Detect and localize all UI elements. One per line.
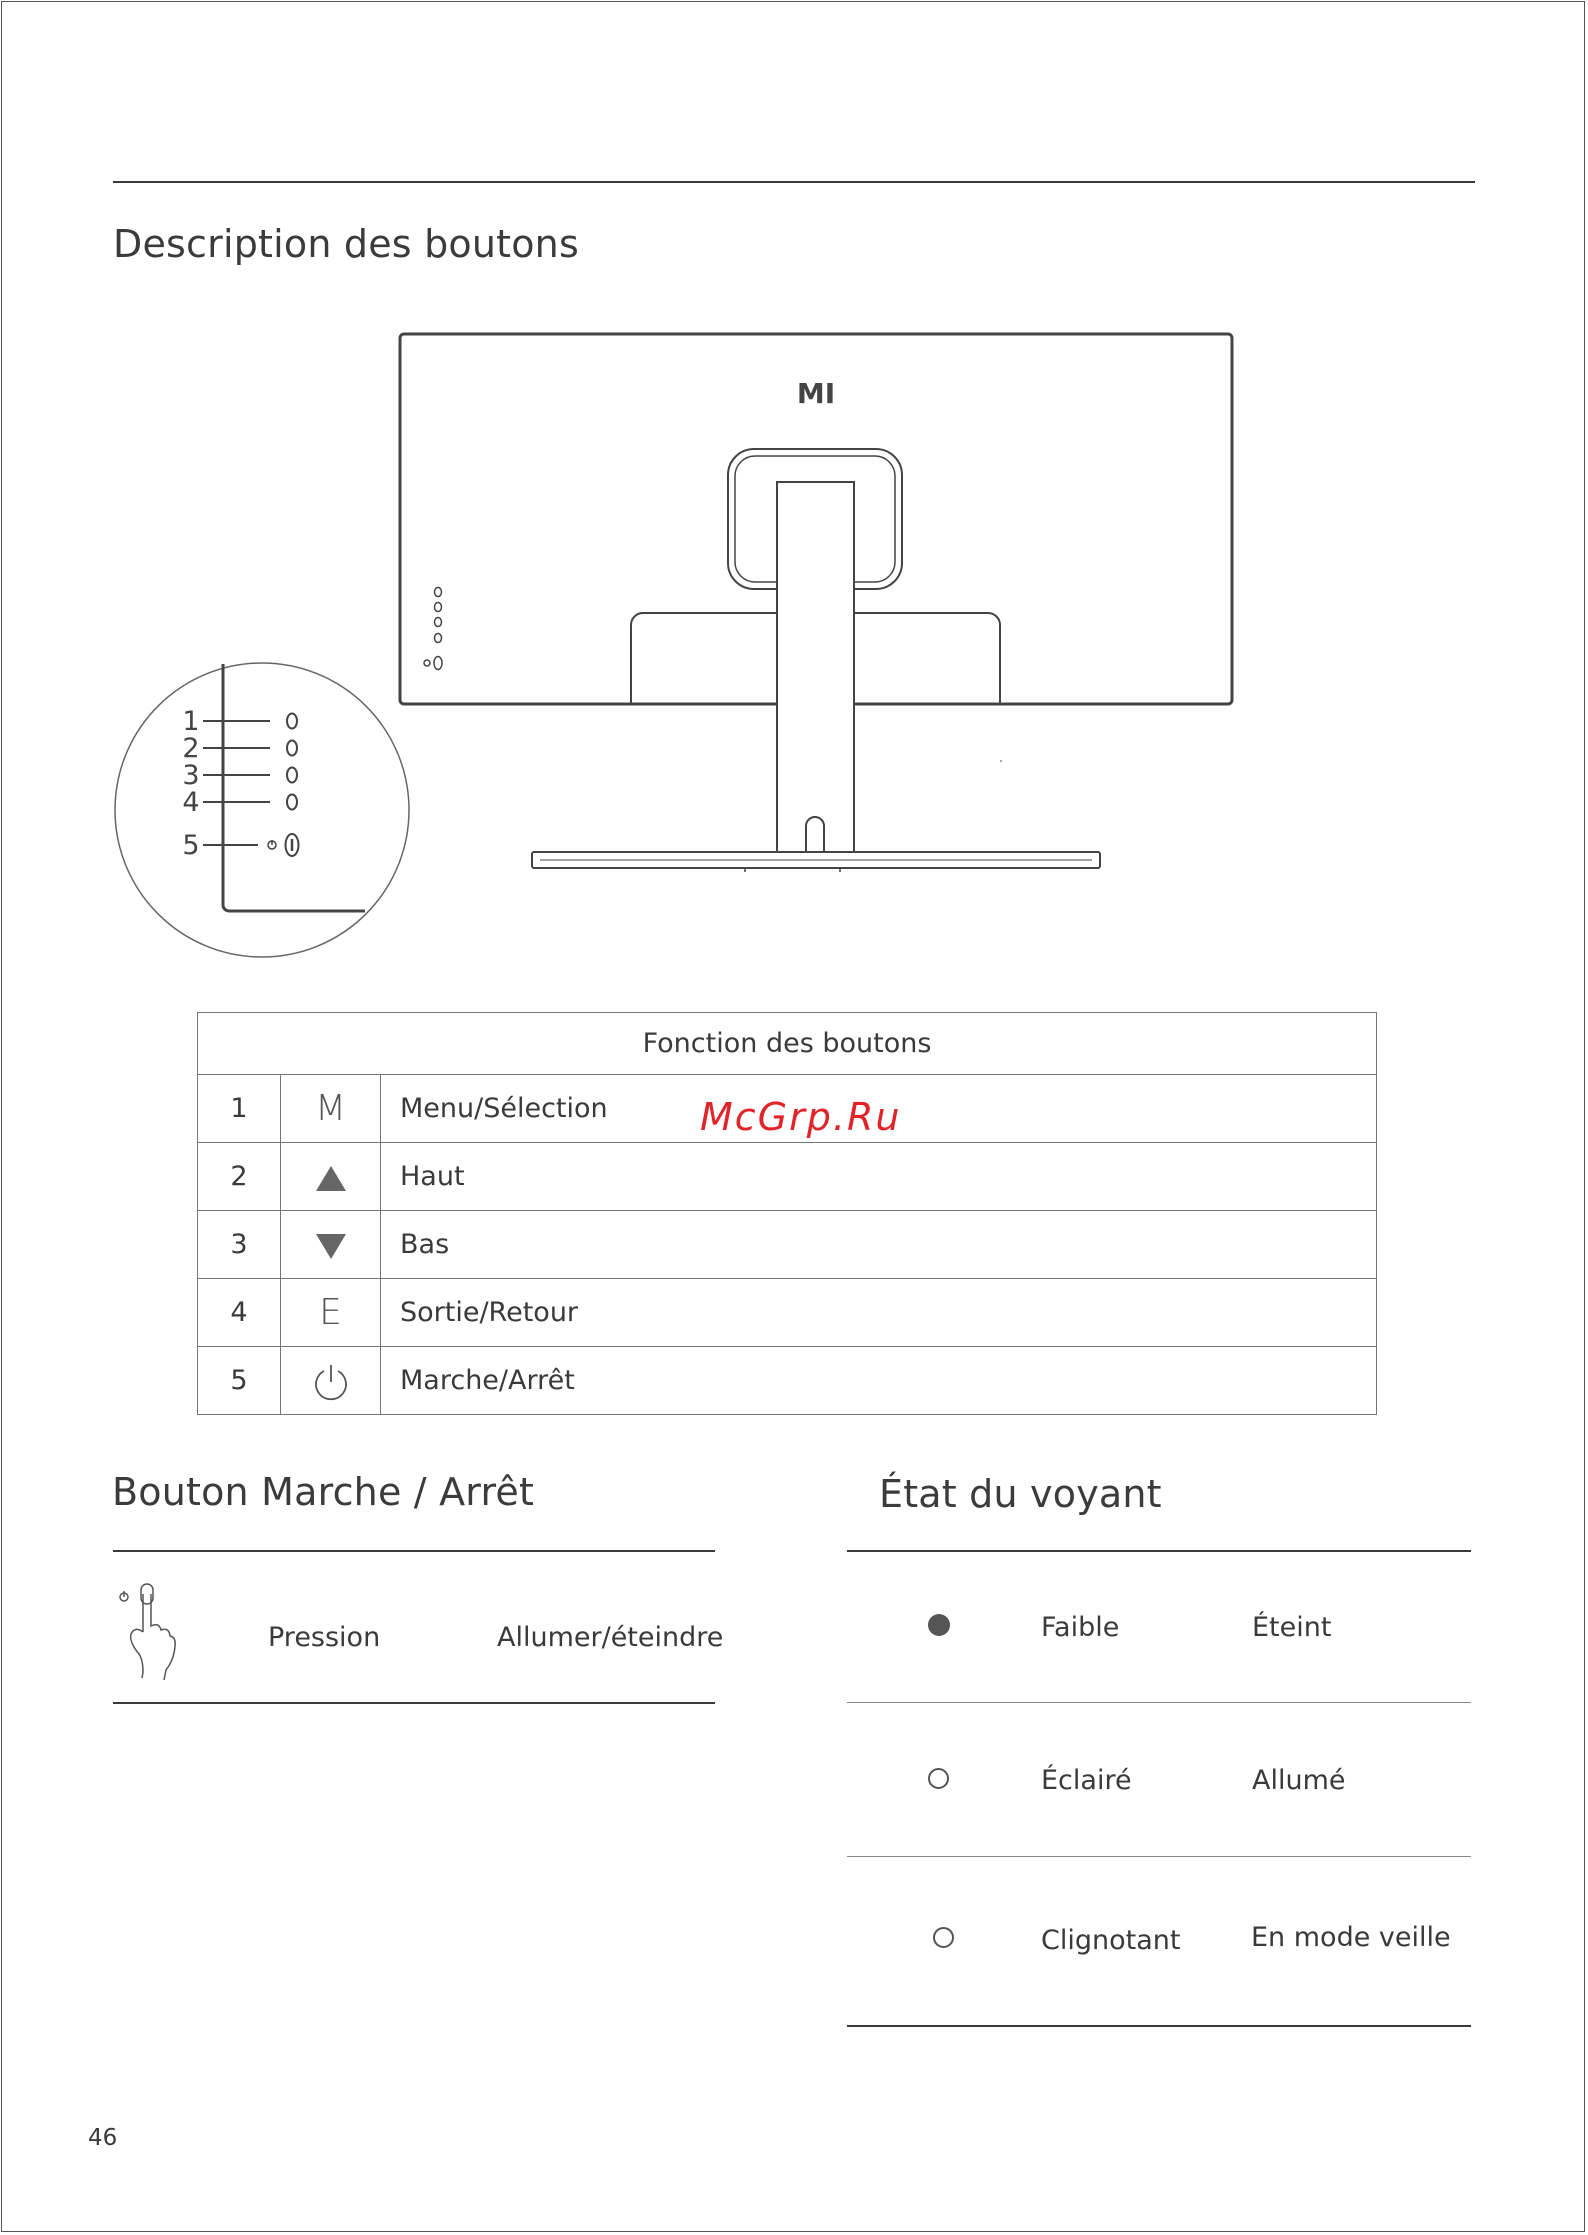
row-label: Marche/Arrêt [381, 1347, 1377, 1415]
finger-press-icon [115, 1580, 177, 1684]
led-divider [847, 1856, 1471, 1857]
triangle-down-icon [316, 1234, 346, 1259]
led-state: Allumé [1252, 1765, 1346, 1796]
callout-3: 3 [182, 760, 200, 791]
led-rule-bottom [847, 2025, 1471, 2027]
row-number: 4 [198, 1279, 281, 1347]
zoom-buttons [203, 714, 299, 857]
led-blink-icon [933, 1927, 954, 1948]
power-icon [311, 1362, 351, 1402]
led-state: Éteint [1252, 1612, 1332, 1643]
table-row [198, 1279, 1377, 1347]
led-divider [847, 1702, 1471, 1703]
button-function-table [197, 1012, 1377, 1415]
led-off-icon [928, 1614, 950, 1636]
table-header-row [198, 1013, 1377, 1075]
zoom-monitor-edge [223, 664, 365, 911]
led-on-icon [928, 1768, 949, 1789]
triangle-up-icon [316, 1166, 346, 1191]
row-number: 3 [198, 1211, 281, 1279]
table-row [198, 1143, 1377, 1211]
callout-1: 1 [182, 706, 200, 737]
led-light-level: Faible [1041, 1612, 1120, 1643]
row-number: 2 [198, 1143, 281, 1211]
row-label: Bas [381, 1211, 1377, 1279]
row-label: Haut [381, 1143, 1377, 1211]
power-rule-bottom [113, 1702, 715, 1704]
row-label: Menu/Sélection [381, 1075, 1377, 1143]
callout-4: 4 [182, 787, 200, 818]
row-number: 5 [198, 1347, 281, 1415]
table-row [198, 1211, 1377, 1279]
power-result: Allumer/éteindre [497, 1622, 724, 1653]
monitor-diagram [0, 0, 1588, 980]
table-header: Fonction des boutons [198, 1013, 1377, 1075]
exit-letter-icon: E [281, 1279, 381, 1347]
mi-logo: MI [796, 377, 836, 410]
stand-neck [777, 482, 854, 864]
table-row [198, 1347, 1377, 1415]
power-action: Pression [268, 1622, 381, 1653]
monitor-buttons [424, 588, 442, 670]
row-label: Sortie/Retour [381, 1279, 1377, 1347]
led-section-title: État du voyant [879, 1472, 1162, 1516]
led-light-level: Éclairé [1041, 1765, 1132, 1796]
zoom-circle [115, 663, 409, 957]
menu-letter-icon: M [281, 1075, 381, 1143]
power-rule-top [113, 1550, 715, 1552]
watermark: McGrp.Ru [700, 1095, 902, 1139]
callout-2: 2 [182, 733, 200, 764]
led-state: En mode veille [1251, 1922, 1451, 1953]
led-rule-top [847, 1550, 1471, 1552]
page-title: Description des boutons [113, 222, 579, 266]
led-light-level: Clignotant [1041, 1925, 1181, 1956]
row-number: 1 [198, 1075, 281, 1143]
page-number: 46 [88, 2125, 118, 2151]
power-section-title: Bouton Marche / Arrêt [112, 1470, 535, 1514]
callout-5: 5 [182, 830, 200, 861]
